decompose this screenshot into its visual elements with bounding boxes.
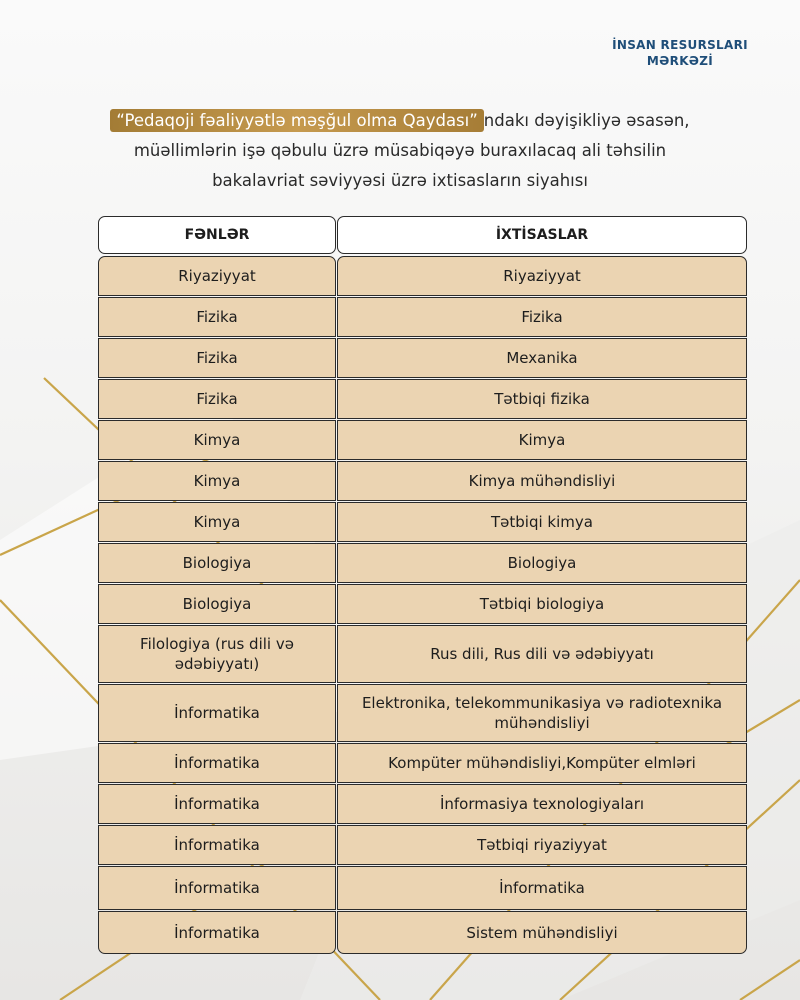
subject-cell: Fizika	[98, 297, 336, 337]
intro-line-3: bakalavriat səviyyəsi üzrə ixtisasların siyahısı	[212, 171, 588, 190]
specialty-cell: Tətbiqi biologiya	[337, 584, 747, 624]
intro-line-1	[40, 106, 760, 136]
subject-cell: İnformatika	[98, 866, 336, 910]
table-row	[98, 256, 747, 296]
subject-cell: Kimya	[98, 502, 336, 542]
intro-line-2: müəllimlərin işə qəbulu üzrə müsabiqəyə buraxılacaq ali təhsilin	[133, 141, 667, 160]
table-row	[98, 625, 747, 683]
table-row	[98, 684, 747, 742]
subject-cell: İnformatika	[98, 911, 336, 954]
specialties-table	[98, 216, 747, 955]
specialty-cell: Fizika	[337, 297, 747, 337]
subject-cell: İnformatika	[98, 684, 336, 742]
table-row	[98, 297, 747, 337]
subject-cell: Fizika	[98, 379, 336, 419]
specialty-cell: Tətbiqi riyaziyyat	[337, 825, 747, 865]
specialty-cell: Sistem mühəndisliyi	[337, 911, 747, 954]
header-specialties: İXTİSASLAR	[337, 216, 747, 254]
subject-cell: Fizika	[98, 338, 336, 378]
rule-highlight: “Pedaqoji fəaliyyətlə məşğul olma Qaydası”	[110, 109, 483, 132]
specialty-cell: Kimya mühəndisliyi	[337, 461, 747, 501]
intro-text	[40, 106, 760, 196]
specialty-cell: Rus dili, Rus dili və ədəbiyyatı	[337, 625, 747, 683]
specialty-cell: İnformatika	[337, 866, 747, 910]
subject-cell: Biologiya	[98, 584, 336, 624]
subject-cell: Riyaziyyat	[98, 256, 336, 296]
table-row	[98, 584, 747, 624]
table-row	[98, 420, 747, 460]
subject-cell: İnformatika	[98, 825, 336, 865]
subject-cell: Kimya	[98, 420, 336, 460]
table-row	[98, 502, 747, 542]
table-row	[98, 784, 747, 824]
header-subjects: FƏNLƏR	[98, 216, 336, 254]
specialty-cell: Mexanika	[337, 338, 747, 378]
table-header-row	[98, 216, 747, 254]
specialty-cell: Elektronika, telekommunikasiya və radiotexnika mühəndisliyi	[337, 684, 747, 742]
subject-cell: Kimya	[98, 461, 336, 501]
subject-cell: Filologiya (rus dili və ədəbiyyatı)	[98, 625, 336, 683]
specialty-cell: Riyaziyyat	[337, 256, 747, 296]
brand-line-1: İNSAN RESURSLARI	[612, 38, 748, 52]
subject-cell: İnformatika	[98, 784, 336, 824]
subject-cell: Biologiya	[98, 543, 336, 583]
brand-logo-text	[600, 37, 760, 69]
table-row	[98, 743, 747, 783]
specialty-cell: Tətbiqi fizika	[337, 379, 747, 419]
table-row	[98, 543, 747, 583]
specialty-cell: Kompüter mühəndisliyi,Kompüter elmləri	[337, 743, 747, 783]
subject-cell: İnformatika	[98, 743, 336, 783]
table-row	[98, 461, 747, 501]
brand-line-2: MƏRKƏZİ	[646, 54, 714, 68]
table-row	[98, 866, 747, 910]
intro-line-1-rest: ndakı dəyişikliyə əsasən,	[483, 111, 690, 130]
specialty-cell: İnformasiya texnologiyaları	[337, 784, 747, 824]
table-row	[98, 911, 747, 954]
table-row	[98, 338, 747, 378]
table-row	[98, 825, 747, 865]
specialty-cell: Biologiya	[337, 543, 747, 583]
specialty-cell: Tətbiqi kimya	[337, 502, 747, 542]
table-row	[98, 379, 747, 419]
specialty-cell: Kimya	[337, 420, 747, 460]
